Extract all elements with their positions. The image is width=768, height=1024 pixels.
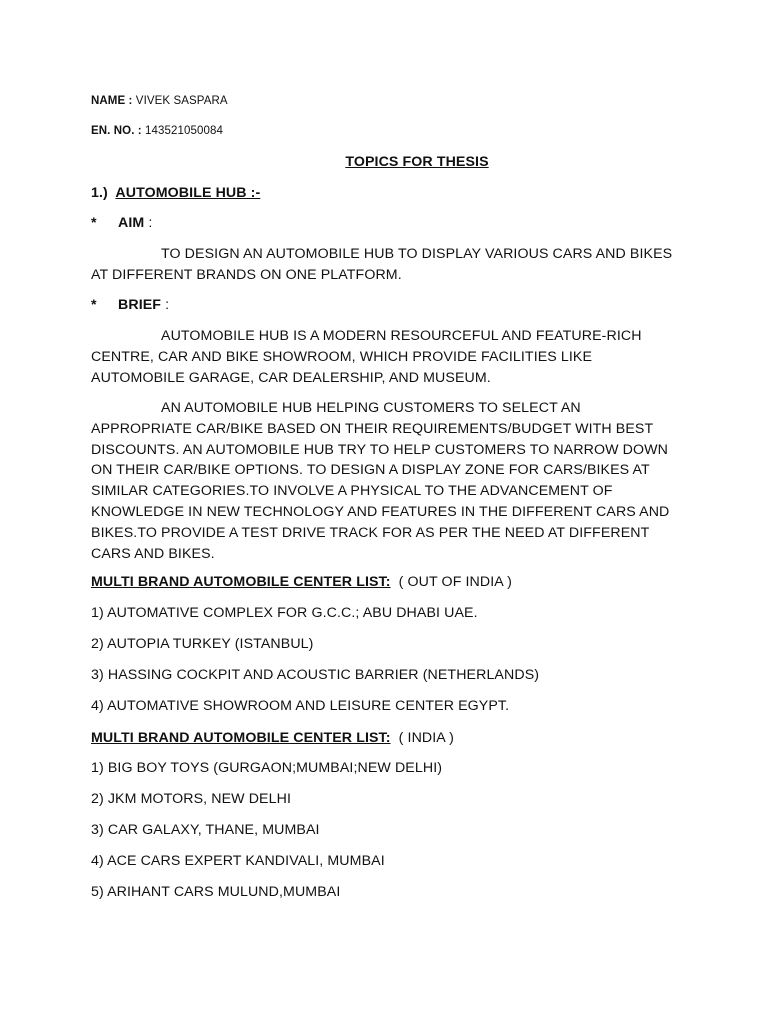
name-label: NAME : [91,95,133,107]
aim-text: TO DESIGN AN AUTOMOBILE HUB TO DISPLAY VARIOUS CARS AND BIKES AT DIFFERENT BRANDS ON ONE PLATFORM. [91,246,673,283]
list-heading-india [91,728,454,748]
brief-label: BRIEF [118,297,162,313]
list-item: 3) HASSING COCKPIT AND ACOUSTIC BARRIER (NETHERLANDS) [91,667,540,683]
topic-heading [91,183,260,203]
brief-paragraph-2 [91,398,681,564]
list-item: 1) AUTOMATIVE COMPLEX FOR G.C.C.; ABU DHABI UAE. [91,605,478,621]
list-item: 1) BIG BOY TOYS (GURGAON;MUMBAI;NEW DELHI) [91,760,443,776]
list-heading-qualifier: ( OUT OF INDIA ) [390,574,512,590]
aim-colon: : [144,215,153,231]
list-heading-label: MULTI BRAND AUTOMOBILE CENTER LIST: [91,574,391,590]
name-line [91,93,228,109]
list-heading-qualifier: ( INDIA ) [390,730,454,746]
brief-colon: : [161,297,170,313]
list-item: 4) AUTOMATIVE SHOWROOM AND LEISURE CENTER EGYPT. [91,698,510,714]
topic-number: 1.) [91,185,108,201]
list-item: 5) ARIHANT CARS MULUND,MUMBAI [91,884,341,900]
list-heading-out-of-india [91,572,512,592]
page-title: TOPICS FOR THESIS [345,154,489,170]
enrollment-line [91,123,223,139]
brief-paragraph-1 [91,326,681,388]
brief-text-1: AUTOMOBILE HUB IS A MODERN RESOURCEFUL AND FEATURE-RICH CENTRE, CAR AND BIKE SHOWROOM, WHICH PROVIDE FACILITIES LIKE AUTOMOBILE GARAGE, CAR DEALERSHIP, AND MUSEUM. [91,328,642,386]
list-item: 3) CAR GALAXY, THANE, MUMBAI [91,822,320,838]
list-item: 2) AUTOPIA TURKEY (ISTANBUL) [91,636,314,652]
aim-label: AIM [118,215,145,231]
list-item: 4) ACE CARS EXPERT KANDIVALI, MUMBAI [91,853,385,869]
brief-text-2: AN AUTOMOBILE HUB HELPING CUSTOMERS TO SELECT AN APPROPRIATE CAR/BIKE BASED ON THEIR REQUIREMENTS/BUDGET WITH BEST DISCOUNTS. AN AUTOMOBILE HUB TRY TO HELP CUSTOMERS TO NARROW DOWN ON THEIR CAR/BIKE OPTIONS. TO DESIGN A DISPLAY ZONE FOR CARS/BIKES AT SIMILAR CATEGORIES.TO INVOLVE A PHYSICAL TO THE ADVANCEMENT OF KNOWLEDGE IN NEW TECHNOLOGY AND FEATURES IN THE DIFFERENT CARS AND BIKES.TO PROVIDE A TEST DRIVE TRACK FOR AS PER THE NEED AT DIFFERENT CARS AND BIKES. [91,400,670,562]
list-item: 2) JKM MOTORS, NEW DELHI [91,791,291,807]
list-heading-label: MULTI BRAND AUTOMOBILE CENTER LIST: [91,730,391,746]
aim-paragraph [91,244,681,286]
brief-heading [91,295,169,315]
aim-bullet: * [91,215,97,231]
topic-title: AUTOMOBILE HUB :- [115,185,261,201]
brief-bullet: * [91,297,97,313]
aim-heading [91,213,152,233]
name-value: VIVEK SASPARA [132,95,228,107]
enrollment-value: 143521050084 [141,125,223,137]
enrollment-label: EN. NO. : [91,125,142,137]
